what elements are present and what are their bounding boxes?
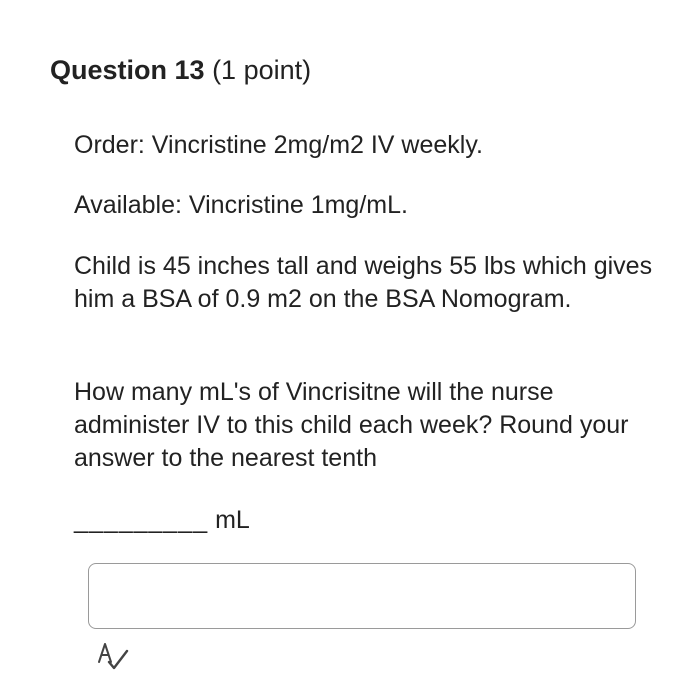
- answer-blank: _________: [74, 506, 209, 534]
- question-points: (1 point): [212, 55, 312, 85]
- answer-input[interactable]: [88, 563, 636, 629]
- patient-info-text: Child is 45 inches tall and weighs 55 lbs which gives him a BSA of 0.9 m2 on the BSA Nomogram.: [74, 252, 653, 313]
- answer-blank-line: [74, 504, 250, 537]
- answer-unit: mL: [215, 506, 250, 534]
- available-text: Available: Vincristine 1mg/mL.: [74, 191, 408, 219]
- spell-check-icon: [96, 640, 130, 670]
- question-prompt: How many mL's of Vincrisitne will the nurse administer IV to this child each week? Round your answer to the nearest tenth: [74, 378, 629, 472]
- question-header: [50, 52, 311, 88]
- question-number: Question 13: [50, 55, 205, 85]
- spell-check-button[interactable]: [96, 640, 130, 670]
- order-text: Order: Vincristine 2mg/m2 IV weekly.: [74, 131, 483, 159]
